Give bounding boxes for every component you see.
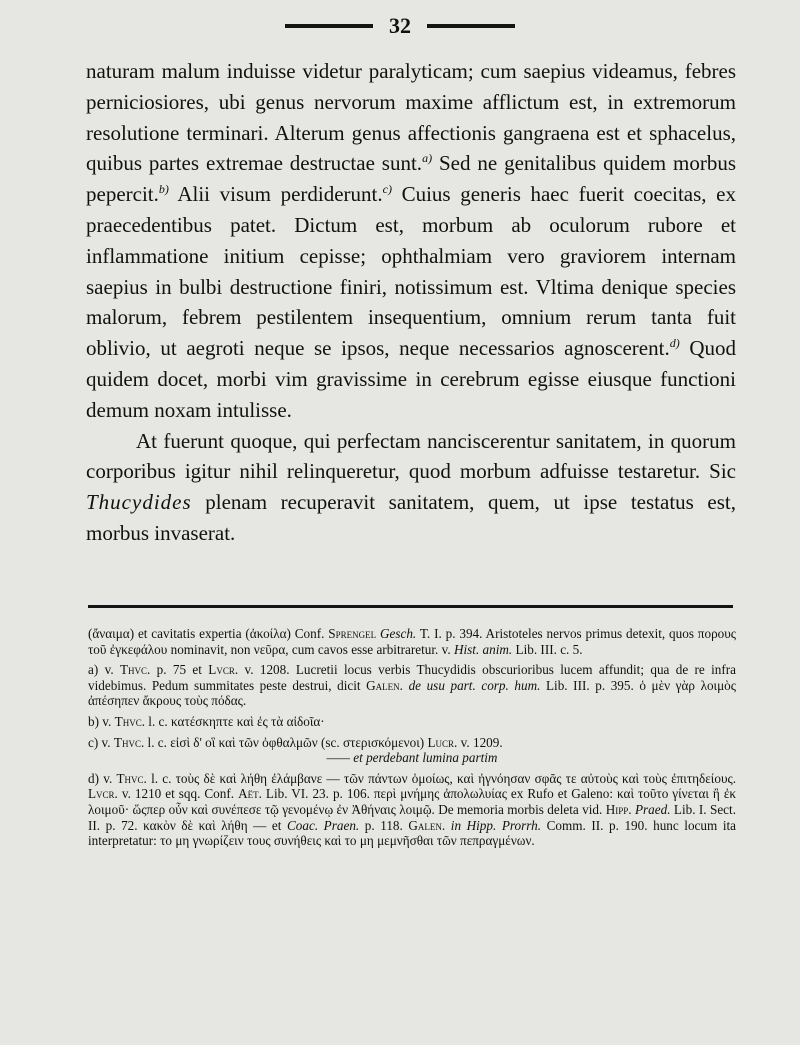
author-name: Thvc.	[116, 770, 147, 786]
text-run: Lib. III. p. 395. ὁ μὲν γὰρ λοιμὸς ἀπέσηπεν ἄκρους τοὺς πόδας.	[88, 677, 736, 709]
text-run: l. c. κατέσκηπτε καὶ ἐς τὰ αἰδοῖα·	[145, 713, 325, 729]
author-name: Lucr.	[427, 734, 458, 750]
work-title: Praed.	[631, 801, 671, 817]
author-name: Lvcr.	[88, 786, 118, 802]
text-run: v.	[99, 713, 115, 729]
text-run: Cuius generis haec fuerit coecitas, ex praecedentibus patet. Dictum est, morbum ab oculorum rubore et inflammatione initium cepisse; ophthalmiam vero graviorem internam saepius in bulbi destructione finiri, notissimum est. Vltima denique species malorum, febrem pestilentem insequentium, omnium rerum tanta fuit oblivio, ut aegroti neque se ipsos, neque necessarios agnoscerent.	[86, 182, 736, 361]
text-run: Lib. VI. 23. p. 106. περὶ μνήμης ἀπολωλυίας ex Rufo et Galeno: καὶ τοῦτο γίνεται ἢ ἐκ λοιμοῦ· ὥςπερ οὖν καὶ συνέπεσε τῷ γενομένῳ ἐν Ἀθήναις λοιμῷ. De memoria morbis deleta vid.	[88, 786, 736, 817]
work-title: Gesch.	[376, 626, 417, 641]
page-number: 32	[389, 13, 411, 38]
author-name: Sprengel	[328, 626, 377, 641]
text-run: v.	[99, 770, 117, 786]
footnotes	[88, 626, 736, 854]
work-title: Hist. anim.	[453, 641, 513, 657]
author-name: Galen.	[366, 677, 403, 693]
footnote-c	[88, 735, 736, 766]
footnote-b	[88, 714, 736, 730]
work-title: de usu part. corp. hum.	[402, 677, 541, 693]
footnote-divider	[88, 605, 733, 608]
text-run: naturam malum induisse videtur paralyticam; cum saepius videamus, febres perniciosiores, ubi genus nervorum maxime afflictum est, in extremorum resolutione terminari. Alterum genus affectionis gangraena est et sphacelus, quibus partes extremae destructae sunt.	[86, 59, 736, 176]
text-run: (ἄναιμα) et cavitatis expertia (ἀκοίλα) Conf.	[88, 626, 329, 641]
text-run: Quod quidem docet, morbi vim gravissime in cerebrum egisse eiusque functioni demum noxam intulisse.	[86, 336, 736, 422]
paragraph-1	[86, 56, 736, 426]
text-run: Lib. III. c. 5.	[512, 641, 583, 657]
footnote-ref-d: d)	[669, 336, 680, 351]
footnote-ref-b: b)	[158, 182, 169, 197]
header-rule-right	[427, 24, 515, 28]
text-run: Comm. II. p. 190. hunc locum ita interpretatur: το μη γνωρίζειν τους συνήθεις καὶ το μη μεμνῆσθαι τῶν πεπραγμένων.	[88, 817, 737, 849]
footnote-mark: b)	[88, 713, 99, 729]
footnote-mark: d)	[88, 770, 99, 786]
author-name: Galen.	[408, 817, 446, 833]
author-name: Thvc.	[119, 662, 151, 678]
text-run: l. c. εἰσὶ δ' οἳ καὶ τῶν ὀφθαλμῶν (sc. στερισκόμενοι)	[144, 734, 428, 750]
page-header	[0, 10, 800, 42]
main-text	[86, 56, 736, 549]
author-name: Thvc.	[114, 713, 145, 729]
footnote-mark: c)	[88, 734, 99, 750]
author-name: Thvc.	[113, 734, 145, 750]
footnote-d	[88, 771, 736, 849]
text-run: v. 1208. Lucretii locus verbis Thucydidis obscurioribus lucem affundit; qua de re infra videbimus. Pedum summitates peste destrui, dicit	[88, 662, 736, 693]
text-run: Lib. I. Sect. II. p. 72. κακὸν δὲ καὶ λήθη — et	[88, 801, 736, 833]
footnote-mark: a)	[88, 662, 99, 678]
text-run: Sed ne genitalibus quidem morbus pepercit.	[86, 151, 737, 207]
text-run: Alii visum perdiderunt.	[168, 182, 383, 207]
text-run: v.	[98, 734, 114, 750]
author-name: Aët.	[238, 786, 262, 802]
work-title: in Hipp. Prorrh.	[445, 817, 542, 833]
footnote-ref-c: c)	[382, 182, 392, 197]
text-run: l. c. τοὺς δὲ καὶ λήθη ἐλάμβανε — τῶν πάντων ὁμοίως, καὶ ἠγνόησαν σφᾶς τε αὐτοὺς καὶ τοὺς ἐπιτηδείους.	[146, 770, 736, 786]
text-run: v. 1209.	[457, 734, 503, 750]
footnote-continued	[88, 626, 736, 657]
author-name: Lvcr.	[208, 662, 239, 678]
text-run: v.	[98, 662, 120, 678]
verse-quote: —— et perdebant lumina partim	[326, 750, 498, 766]
footnote-ref-a: a)	[422, 151, 433, 166]
text-run: v. 1210 et sqq. Conf.	[117, 786, 239, 802]
text-run: At fuerunt quoque, qui perfectam nanciscerentur sanitatem, in quorum corporibus igitur nihil relinqueretur, quod morbum adfuisse testaretur. Sic	[86, 428, 736, 484]
header-rule-left	[285, 24, 373, 28]
text-run: p. 75 et	[150, 662, 209, 678]
author-name: Thucydides	[86, 490, 192, 515]
author-name: Hipp.	[605, 801, 632, 817]
text-run: plenam recuperavit sanitatem, quem, ut ipse testatus est, morbus invaserat.	[86, 490, 736, 545]
paragraph-2	[86, 426, 736, 549]
work-title: Coac. Praen.	[286, 817, 360, 833]
footnote-a	[88, 662, 736, 709]
text-run: T. I. p. 394. Aristoteles nervos primus detexit, quos πορους τοῦ ἐγκεφάλου nominavit, non νεῦρα, cum cavos esse arbitraretur. v.	[88, 626, 736, 657]
text-run: p. 118.	[359, 817, 409, 833]
